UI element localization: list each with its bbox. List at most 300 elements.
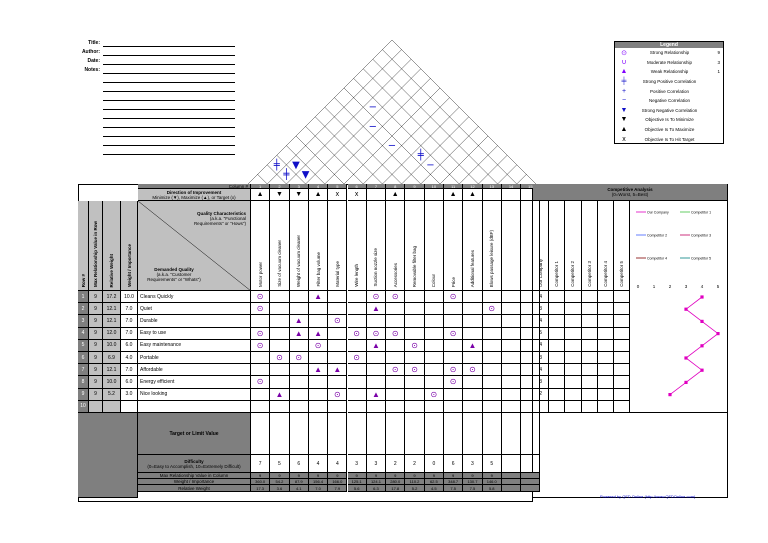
- relationship-cell[interactable]: [483, 389, 502, 401]
- relationship-cell[interactable]: [463, 303, 482, 315]
- relationship-cell[interactable]: [251, 352, 270, 364]
- competitor-cell[interactable]: 3: [533, 376, 549, 388]
- competitor-cell[interactable]: 4: [533, 340, 549, 352]
- difficulty-cell[interactable]: 4: [328, 455, 347, 473]
- competitor-label: Competitor 1: [554, 261, 560, 287]
- correlation-symbol: ▼: [301, 169, 310, 181]
- competitor-cell[interactable]: [549, 389, 565, 401]
- relationship-cell[interactable]: [348, 401, 367, 413]
- demanded-quality-item[interactable]: Easy maintenance: [138, 340, 251, 352]
- competitor-cell[interactable]: [549, 340, 565, 352]
- relationship-cell[interactable]: [386, 340, 405, 352]
- competitor-cell[interactable]: [549, 315, 565, 327]
- competitor-cell[interactable]: [582, 389, 598, 401]
- row-weight[interactable]: 6.0: [121, 376, 138, 388]
- row-weight[interactable]: 10.0: [121, 291, 138, 303]
- direction-cell[interactable]: [367, 189, 386, 201]
- direction-cell[interactable]: ▲: [309, 189, 328, 201]
- difficulty-cell[interactable]: 0: [425, 455, 444, 473]
- difficulty-cell[interactable]: 5: [270, 455, 289, 473]
- relationship-cell[interactable]: [386, 376, 405, 388]
- relationship-cell[interactable]: [270, 376, 289, 388]
- relationship-cell[interactable]: [483, 315, 502, 327]
- row-max-value: 9: [89, 376, 103, 388]
- relationship-cell[interactable]: [328, 291, 347, 303]
- relationship-cell[interactable]: [348, 291, 367, 303]
- relationship-cell[interactable]: [290, 401, 309, 413]
- relationship-cell[interactable]: [367, 364, 386, 376]
- competitor-cell[interactable]: [598, 376, 614, 388]
- relationship-cell[interactable]: [444, 303, 463, 315]
- difficulty-cell[interactable]: 4: [309, 455, 328, 473]
- characteristic-header[interactable]: [463, 201, 482, 291]
- relationship-cell[interactable]: [405, 303, 424, 315]
- characteristic-header[interactable]: [502, 201, 521, 291]
- competitor-cell[interactable]: [582, 315, 598, 327]
- competitor-cell[interactable]: [614, 340, 630, 352]
- characteristic-header[interactable]: [425, 201, 444, 291]
- direction-cell[interactable]: ▼: [290, 189, 309, 201]
- relationship-cell[interactable]: [367, 389, 386, 401]
- date-line[interactable]: [103, 64, 235, 65]
- relationship-cell[interactable]: [386, 364, 405, 376]
- characteristic-header[interactable]: [309, 201, 328, 291]
- competitor-cell[interactable]: [614, 291, 630, 303]
- relationship-cell[interactable]: [444, 364, 463, 376]
- relationship-cell[interactable]: [348, 376, 367, 388]
- correlation-symbol: ▼: [292, 159, 300, 171]
- relationship-cell[interactable]: [270, 401, 289, 413]
- relationship-cell[interactable]: [270, 328, 289, 340]
- relationship-cell[interactable]: [483, 364, 502, 376]
- relationship-cell[interactable]: [290, 352, 309, 364]
- relationship-cell[interactable]: [425, 401, 444, 413]
- relationship-cell[interactable]: [328, 376, 347, 388]
- characteristic-header[interactable]: [348, 201, 367, 291]
- relationship-cell[interactable]: [367, 291, 386, 303]
- relationship-cell[interactable]: [290, 364, 309, 376]
- relationship-cell[interactable]: [251, 315, 270, 327]
- relationship-cell[interactable]: [367, 303, 386, 315]
- relationship-cell[interactable]: [405, 315, 424, 327]
- target-cell[interactable]: [348, 413, 367, 455]
- direction-cell[interactable]: ▲: [463, 189, 482, 201]
- competitor-cell[interactable]: 3: [533, 303, 549, 315]
- direction-cell[interactable]: ▼: [270, 189, 289, 201]
- demanded-quality-item[interactable]: Affordable: [138, 364, 251, 376]
- relationship-cell[interactable]: [405, 389, 424, 401]
- competitor-cell[interactable]: [614, 389, 630, 401]
- competitor-cell[interactable]: [565, 315, 581, 327]
- row-weight[interactable]: 3.0: [121, 389, 138, 401]
- relationship-cell[interactable]: [444, 389, 463, 401]
- relationship-cell[interactable]: [483, 328, 502, 340]
- competitor-cell[interactable]: [565, 376, 581, 388]
- relationship-cell[interactable]: [425, 352, 444, 364]
- notes-line-3[interactable]: [103, 91, 235, 92]
- difficulty-cell[interactable]: [502, 455, 521, 473]
- characteristic-label: Removable filter bag: [412, 245, 418, 287]
- relationship-cell[interactable]: [483, 352, 502, 364]
- characteristic-header[interactable]: [405, 201, 424, 291]
- relationship-cell[interactable]: [386, 303, 405, 315]
- competitor-cell[interactable]: [598, 328, 614, 340]
- notes-line-10[interactable]: [103, 154, 235, 155]
- difficulty-cell[interactable]: 5: [483, 455, 502, 473]
- row-weight[interactable]: 7.0: [121, 315, 138, 327]
- legend-label: Negative Correlation: [648, 98, 691, 104]
- characteristic-header[interactable]: [483, 201, 502, 291]
- competitor-cell[interactable]: [549, 303, 565, 315]
- competitor-cell[interactable]: [598, 340, 614, 352]
- competitor-cell[interactable]: [582, 303, 598, 315]
- row-weight[interactable]: 4.0: [121, 352, 138, 364]
- relationship-cell[interactable]: [367, 401, 386, 413]
- relationship-cell[interactable]: [405, 401, 424, 413]
- relationship-cell[interactable]: [290, 303, 309, 315]
- competitor-cell[interactable]: [549, 291, 565, 303]
- row-weight[interactable]: 7.0: [121, 303, 138, 315]
- characteristic-header[interactable]: [328, 201, 347, 291]
- author-line[interactable]: [103, 55, 235, 56]
- competitor-cell[interactable]: [549, 328, 565, 340]
- relationship-cell[interactable]: [290, 328, 309, 340]
- competitor-cell[interactable]: [582, 364, 598, 376]
- competitor-cell[interactable]: [598, 401, 614, 413]
- competitor-cell[interactable]: [582, 352, 598, 364]
- demanded-quality-item[interactable]: Durable: [138, 315, 251, 327]
- relationship-cell[interactable]: [251, 291, 270, 303]
- relationship-cell[interactable]: [367, 352, 386, 364]
- relationship-cell[interactable]: [270, 303, 289, 315]
- relationship-cell[interactable]: [367, 340, 386, 352]
- difficulty-cell[interactable]: 2: [386, 455, 405, 473]
- competitor-cell[interactable]: [614, 303, 630, 315]
- relationship-cell[interactable]: [328, 352, 347, 364]
- competitor-cell[interactable]: [565, 303, 581, 315]
- difficulty-cell[interactable]: 6: [290, 455, 309, 473]
- competitor-cell[interactable]: [549, 376, 565, 388]
- notes-line-8[interactable]: [103, 136, 235, 137]
- relationship-cell[interactable]: [425, 364, 444, 376]
- competitor-cell[interactable]: 4: [533, 315, 549, 327]
- relationship-cell[interactable]: [348, 364, 367, 376]
- target-cell[interactable]: [386, 413, 405, 455]
- competitor-cell[interactable]: 5: [533, 328, 549, 340]
- relationship-cell[interactable]: [348, 315, 367, 327]
- relationship-cell[interactable]: [483, 291, 502, 303]
- relationship-cell[interactable]: [405, 291, 424, 303]
- relationship-cell[interactable]: [463, 352, 482, 364]
- relationship-cell[interactable]: [444, 401, 463, 413]
- direction-cell[interactable]: ▲: [386, 189, 405, 201]
- target-cell[interactable]: [425, 413, 444, 455]
- competitor-cell[interactable]: [614, 328, 630, 340]
- relationship-cell[interactable]: [463, 328, 482, 340]
- relationship-cell[interactable]: [328, 389, 347, 401]
- competitor-cell[interactable]: [614, 352, 630, 364]
- competitor-cell[interactable]: 4: [533, 291, 549, 303]
- relationship-cell[interactable]: [348, 303, 367, 315]
- relationship-cell[interactable]: [463, 315, 482, 327]
- competitor-cell[interactable]: [598, 352, 614, 364]
- competitor-cell[interactable]: [582, 401, 598, 413]
- demanded-quality-item[interactable]: Quiet: [138, 303, 251, 315]
- relationship-cell[interactable]: [483, 401, 502, 413]
- competitor-cell[interactable]: [565, 352, 581, 364]
- relationship-cell[interactable]: [328, 315, 347, 327]
- relationship-cell[interactable]: [328, 303, 347, 315]
- relationship-cell[interactable]: [444, 340, 463, 352]
- relationship-cell[interactable]: [444, 376, 463, 388]
- target-cell[interactable]: [502, 413, 521, 455]
- competitor-cell[interactable]: [614, 376, 630, 388]
- relationship-cell[interactable]: [463, 291, 482, 303]
- relationship-cell[interactable]: [367, 315, 386, 327]
- competitor-cell[interactable]: [565, 328, 581, 340]
- target-cell[interactable]: [463, 413, 482, 455]
- relationship-cell[interactable]: [405, 328, 424, 340]
- competitor-cell[interactable]: [565, 389, 581, 401]
- relationship-cell[interactable]: [290, 340, 309, 352]
- relationship-cell[interactable]: [386, 401, 405, 413]
- relationship-cell[interactable]: [502, 389, 521, 401]
- competitor-cell[interactable]: [565, 401, 581, 413]
- target-cell[interactable]: [290, 413, 309, 455]
- relationship-cell[interactable]: [463, 376, 482, 388]
- relationship-cell[interactable]: [444, 291, 463, 303]
- competitor-cell[interactable]: [614, 364, 630, 376]
- relationship-cell[interactable]: [348, 352, 367, 364]
- relationship-cell[interactable]: [270, 389, 289, 401]
- notes-line-5[interactable]: [103, 109, 235, 110]
- relationship-cell[interactable]: [290, 291, 309, 303]
- competitor-cell[interactable]: [582, 340, 598, 352]
- relationship-cell[interactable]: [425, 315, 444, 327]
- relationship-cell[interactable]: [251, 328, 270, 340]
- relationship-cell[interactable]: [386, 291, 405, 303]
- relationship-cell[interactable]: [251, 401, 270, 413]
- relationship-cell[interactable]: [309, 315, 328, 327]
- relationship-cell[interactable]: [502, 315, 521, 327]
- relationship-cell[interactable]: [270, 364, 289, 376]
- target-cell[interactable]: [270, 413, 289, 455]
- demanded-quality-item[interactable]: Portable: [138, 352, 251, 364]
- relationship-cell[interactable]: [309, 364, 328, 376]
- relationship-cell[interactable]: [502, 376, 521, 388]
- relationship-cell[interactable]: [444, 315, 463, 327]
- relationship-cell[interactable]: [502, 364, 521, 376]
- direction-cell[interactable]: [405, 189, 424, 201]
- row-weight[interactable]: 6.0: [121, 340, 138, 352]
- direction-cell[interactable]: [425, 189, 444, 201]
- demanded-quality-item[interactable]: Cleans Quickly: [138, 291, 251, 303]
- relationship-cell[interactable]: [309, 389, 328, 401]
- relationship-cell[interactable]: [251, 364, 270, 376]
- characteristic-header[interactable]: [386, 201, 405, 291]
- difficulty-cell[interactable]: 6: [444, 455, 463, 473]
- direction-cell[interactable]: [502, 189, 521, 201]
- relationship-cell[interactable]: [251, 340, 270, 352]
- relationship-cell[interactable]: [502, 352, 521, 364]
- competitor-cell[interactable]: [598, 389, 614, 401]
- relationship-cell[interactable]: [309, 401, 328, 413]
- competitor-cell[interactable]: [565, 291, 581, 303]
- direction-cell[interactable]: ▲: [444, 189, 463, 201]
- relationship-cell[interactable]: [463, 340, 482, 352]
- relationship-cell[interactable]: [425, 340, 444, 352]
- notes-line-4[interactable]: [103, 100, 235, 101]
- characteristic-header[interactable]: [270, 201, 289, 291]
- relationship-cell[interactable]: [328, 364, 347, 376]
- relationship-cell[interactable]: [405, 364, 424, 376]
- competitor-cell[interactable]: [533, 401, 549, 413]
- competitor-cell[interactable]: 2: [533, 389, 549, 401]
- chart-axis-tick: 5: [716, 284, 720, 289]
- competitor-cell[interactable]: [565, 340, 581, 352]
- difficulty-cell[interactable]: 3: [463, 455, 482, 473]
- target-cell[interactable]: [444, 413, 463, 455]
- notes-line-6[interactable]: [103, 118, 235, 119]
- relationship-cell[interactable]: [483, 340, 502, 352]
- relationship-cell[interactable]: [444, 352, 463, 364]
- relationship-cell[interactable]: [425, 328, 444, 340]
- relationship-cell[interactable]: [463, 401, 482, 413]
- relationship-cell[interactable]: [444, 328, 463, 340]
- relationship-cell[interactable]: [270, 352, 289, 364]
- competitor-cell[interactable]: [549, 364, 565, 376]
- competitor-cell[interactable]: [582, 328, 598, 340]
- relationship-cell[interactable]: [463, 389, 482, 401]
- target-cell[interactable]: [483, 413, 502, 455]
- relationship-cell[interactable]: [386, 352, 405, 364]
- relationship-cell[interactable]: [309, 328, 328, 340]
- relationship-cell[interactable]: [502, 291, 521, 303]
- direction-cell[interactable]: x: [348, 189, 367, 201]
- demanded-quality-item[interactable]: Easy to use: [138, 328, 251, 340]
- row-weight[interactable]: 7.0: [121, 328, 138, 340]
- target-cell[interactable]: [251, 413, 270, 455]
- relationship-cell[interactable]: [425, 376, 444, 388]
- difficulty-cell[interactable]: 3: [367, 455, 386, 473]
- relationship-cell[interactable]: [386, 328, 405, 340]
- competitor-cell[interactable]: [598, 303, 614, 315]
- notes-line-2[interactable]: [103, 82, 235, 83]
- competitor-cell[interactable]: [582, 291, 598, 303]
- competitor-cell[interactable]: [614, 315, 630, 327]
- relationship-cell[interactable]: [405, 352, 424, 364]
- direction-cell[interactable]: [483, 189, 502, 201]
- relationship-cell[interactable]: [386, 389, 405, 401]
- relationship-cell[interactable]: [463, 364, 482, 376]
- target-cell[interactable]: [405, 413, 424, 455]
- relationship-cell[interactable]: [425, 291, 444, 303]
- difficulty-cell[interactable]: 3: [348, 455, 367, 473]
- competitor-cell[interactable]: 4: [533, 364, 549, 376]
- strong-relationship-icon: ⊙: [256, 328, 264, 338]
- relationship-cell[interactable]: [483, 376, 502, 388]
- relationship-cell[interactable]: [425, 303, 444, 315]
- competitor-cell[interactable]: [582, 376, 598, 388]
- relationship-cell[interactable]: [309, 291, 328, 303]
- relationship-cell[interactable]: [290, 315, 309, 327]
- competitor-cell[interactable]: [549, 352, 565, 364]
- characteristic-header[interactable]: [444, 201, 463, 291]
- relationship-cell[interactable]: [483, 303, 502, 315]
- competitor-cell[interactable]: [598, 315, 614, 327]
- demanded-quality-item[interactable]: Energy efficient: [138, 376, 251, 388]
- target-cell[interactable]: [367, 413, 386, 455]
- relationship-cell[interactable]: [251, 389, 270, 401]
- footer-credit[interactable]: Powered by QFD Online (http://www.QFDOnline.com): [600, 494, 696, 499]
- relationship-cell[interactable]: [367, 376, 386, 388]
- relationship-cell[interactable]: [328, 340, 347, 352]
- target-cell[interactable]: [328, 413, 347, 455]
- relationship-cell[interactable]: [405, 340, 424, 352]
- demanded-quality-item[interactable]: [138, 401, 251, 413]
- relationship-cell[interactable]: [309, 352, 328, 364]
- relationship-cell[interactable]: [270, 291, 289, 303]
- relationship-cell[interactable]: [386, 315, 405, 327]
- direction-cell[interactable]: ▲: [251, 189, 270, 201]
- relationship-cell[interactable]: [290, 376, 309, 388]
- target-cell[interactable]: [309, 413, 328, 455]
- direction-cell[interactable]: x: [328, 189, 347, 201]
- relationship-cell[interactable]: [309, 376, 328, 388]
- competitor-cell[interactable]: [598, 364, 614, 376]
- relationship-cell[interactable]: [309, 340, 328, 352]
- relationship-cell[interactable]: [251, 303, 270, 315]
- difficulty-cell[interactable]: 7: [251, 455, 270, 473]
- characteristic-header[interactable]: [290, 201, 309, 291]
- competitor-cell[interactable]: [549, 401, 565, 413]
- relationship-cell[interactable]: [348, 328, 367, 340]
- competitor-cell[interactable]: [598, 291, 614, 303]
- notes-line-7[interactable]: [103, 127, 235, 128]
- notes-line-1[interactable]: [103, 73, 235, 74]
- relationship-cell[interactable]: [270, 340, 289, 352]
- relationship-cell[interactable]: [502, 340, 521, 352]
- relationship-cell[interactable]: [502, 303, 521, 315]
- row-number: 2: [78, 303, 89, 315]
- competitor-cell[interactable]: [614, 401, 630, 413]
- competitor-cell[interactable]: 3: [533, 352, 549, 364]
- relationship-cell[interactable]: [251, 376, 270, 388]
- relationship-cell[interactable]: [348, 389, 367, 401]
- relationship-cell[interactable]: [270, 315, 289, 327]
- characteristic-header[interactable]: [367, 201, 386, 291]
- characteristic-header[interactable]: [251, 201, 270, 291]
- relationship-cell[interactable]: [502, 328, 521, 340]
- difficulty-cell[interactable]: 2: [405, 455, 424, 473]
- relationship-cell[interactable]: [290, 389, 309, 401]
- notes-line-9[interactable]: [103, 145, 235, 146]
- relationship-cell[interactable]: [425, 389, 444, 401]
- relationship-cell[interactable]: [405, 376, 424, 388]
- relationship-cell[interactable]: [367, 328, 386, 340]
- relationship-cell[interactable]: [348, 340, 367, 352]
- competitor-cell[interactable]: [565, 364, 581, 376]
- row-weight[interactable]: 7.0: [121, 364, 138, 376]
- relationship-cell[interactable]: [328, 401, 347, 413]
- demanded-quality-item[interactable]: Nice looking: [138, 389, 251, 401]
- relationship-cell[interactable]: [502, 401, 521, 413]
- relationship-cell[interactable]: [309, 303, 328, 315]
- row-max-value: 9: [89, 291, 103, 303]
- title-line[interactable]: [103, 46, 235, 47]
- row-weight[interactable]: [121, 401, 138, 413]
- relationship-cell[interactable]: [328, 328, 347, 340]
